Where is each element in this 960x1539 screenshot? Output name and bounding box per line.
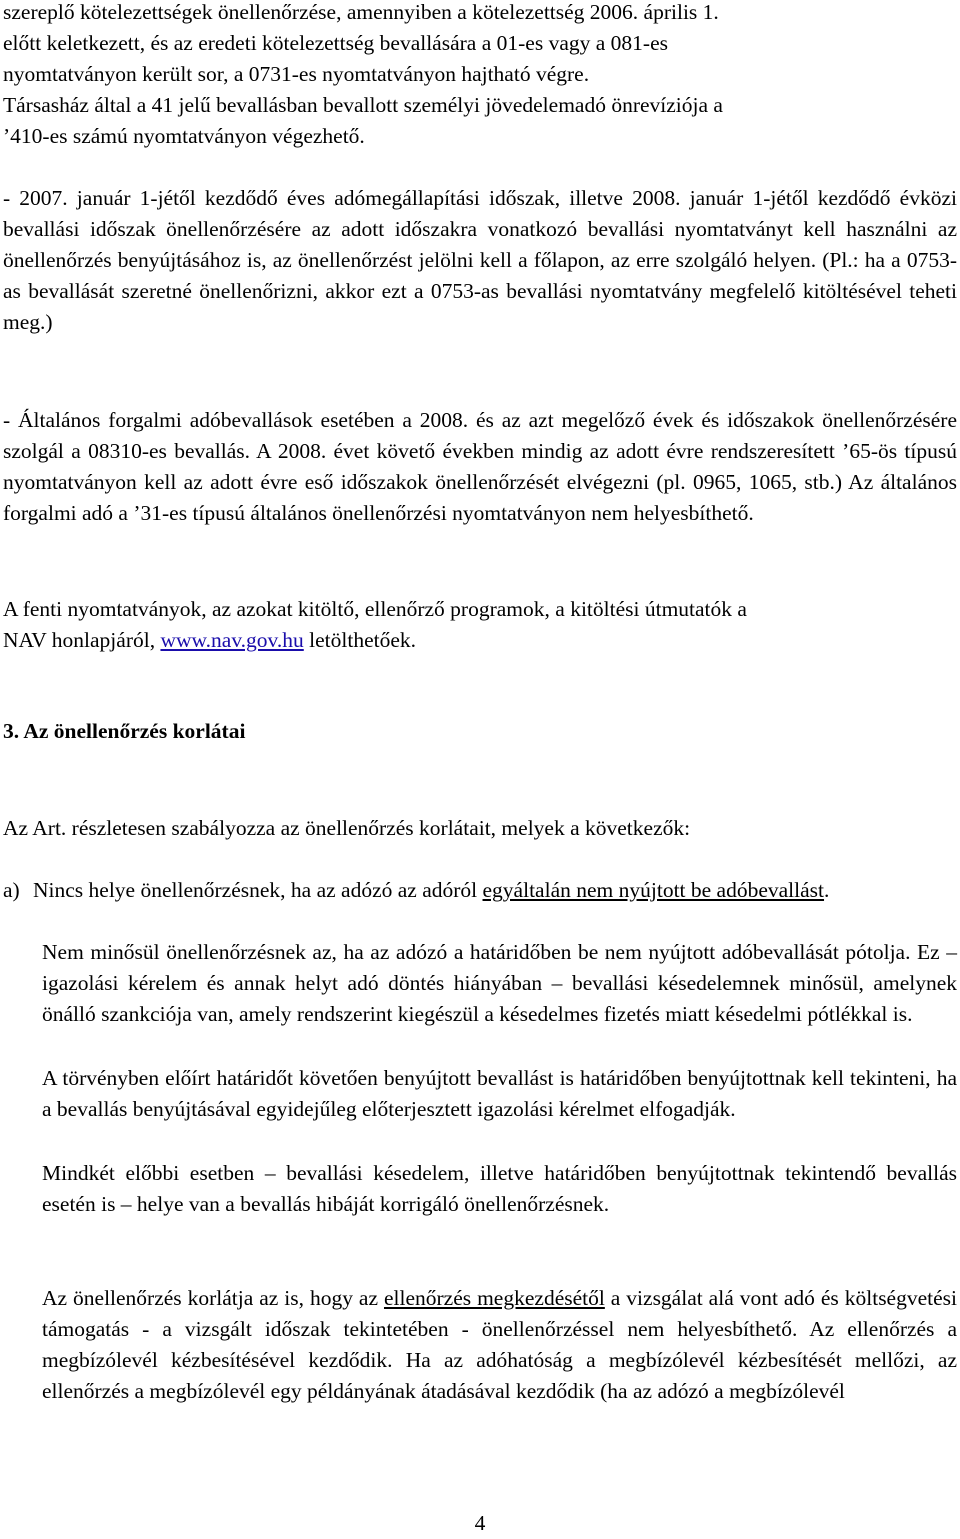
paragraph-2007-rules: - 2007. január 1-jétől kezdődő éves adómegállapítási időszak, illetve 2008. január 1-jétől kezdődő évközi bevallási időszak önellenőrzésére az adott időszakra vonatkozó bevallási nyomtatványt kell használni az önellenőrzés benyújtásához is, az önellenőrzést jelölni kell a főlapon, az erre szolgáló helyen. (Pl.: ha a 0753-as bevallását szeretné önellenőrizni, akkor ezt a 0753-as bevallási nyomtatvány megfelelő kitöltésével teheti meg.) [3,186,957,334]
item-a-text-before: Nincs helye önellenőrzésnek, ha az adózó az adóról [33,878,483,902]
nav-text-after-link: letölthetőek. [303,628,417,652]
paragraph-afa-rules: - Általános forgalmi adóbevallások esetében a 2008. és az azt megelőző évek és időszakok önellenőrzésére szolgál a 08310-es bevallás. A 2008. évet követő években mindig az adott évre rendszeresített ’65-ös típusú nyomtatványon kell az adott évre eső időszakok önellenőrzését elvégezni (pl. 0965, 1065, stb.) Az általános forgalmi adó a ’31-es típusú általános önellenőrzési nyomtatványon nem helyesbíthető. [3,408,957,525]
item-a-text-after: . [824,878,830,902]
intro-paragraph [3,0,957,152]
intro-line: előtt keletkezett, és az eredeti kötelezettség bevallására a 01-es vagy a 081-es [3,31,668,55]
nav-text-before-link: NAV honlapjáról, [3,628,161,652]
korlat-text-after: a vizsgálat alá vont adó és költségvetési támogatás - a vizsgált időszak tekintetében - önellenőrzéssel nem helyesbíthető. Az ellenőrzés a megbízólevél kézbesítésével kezdődik. Ha az adóhatóság a megbízólevél kézbesítését mellőzi, az ellenőrzés a megbízólevél egy példányának átadásával kezdődik (ha az adózó a megbízólevél [42,1286,958,1403]
item-a-text [33,875,957,906]
intro-line: Társasház által a 41 jelű bevallásban bevallott személyi jövedelemadó önrevíziója a [3,93,723,117]
paragraph-torvenyben: A törvényben előírt határidőt követően benyújtott bevallást is határidőben benyújtottnak kell tekinteni, ha a bevallás benyújtásával egyidejűleg előterjesztett igazolási kérelmet elfogadják. [42,1066,957,1121]
paragraph-korlat [42,1283,957,1407]
art-intro-line: Az Art. részletesen szabályozza az önellenőrzés korlátait, melyek a következők: [3,816,691,840]
korlat-underlined: ellenőrzés megkezdésétől [383,1286,605,1310]
nav-line: A fenti nyomtatványok, az azokat kitöltő, ellenőrző programok, a kitöltési útmutatók a [3,597,747,621]
paragraph-mindket: Mindkét előbbi esetben – bevallási késedelem, illetve határidőben benyújtottnak tekintendő bevallás esetén is – helye van a bevallás hibáját korrigáló önellenőrzésnek. [42,1161,957,1216]
item-a-marker: a) [3,878,20,902]
paragraph-nav-download [3,594,957,656]
nav-line [3,625,957,656]
item-a-underlined: egyáltalán nem nyújtott be adóbevallást [482,878,825,902]
korlat-text-before: Az önellenőrzés korlátja az is, hogy az [42,1286,384,1310]
page-number: 4 [474,1511,486,1535]
intro-line: nyomtatványon került sor, a 0731-es nyomtatványon hajtható végre. [3,62,590,86]
intro-line: ’410-es számú nyomtatványon végezhető. [3,124,365,148]
intro-line: szereplő kötelezettségek önellenőrzése, amennyiben a kötelezettség 2006. április 1. [3,0,719,24]
section-heading: 3. Az önellenőrzés korlátai [3,719,246,743]
nav-website-link[interactable]: www.nav.gov.hu [160,628,304,652]
paragraph-nem-minosul: Nem minősül önellenőrzésnek az, ha az adózó a határidőben be nem nyújtott adóbevallását pótolja. Ez – igazolási kérelem és annak helyt adó döntés hiányában – bevallási késedelemnek minősül, amelynek önálló szankciója van, amely rendszerint kiegészül a késedelmes fizetés miatt késedelmi pótlékkal is. [42,940,957,1026]
